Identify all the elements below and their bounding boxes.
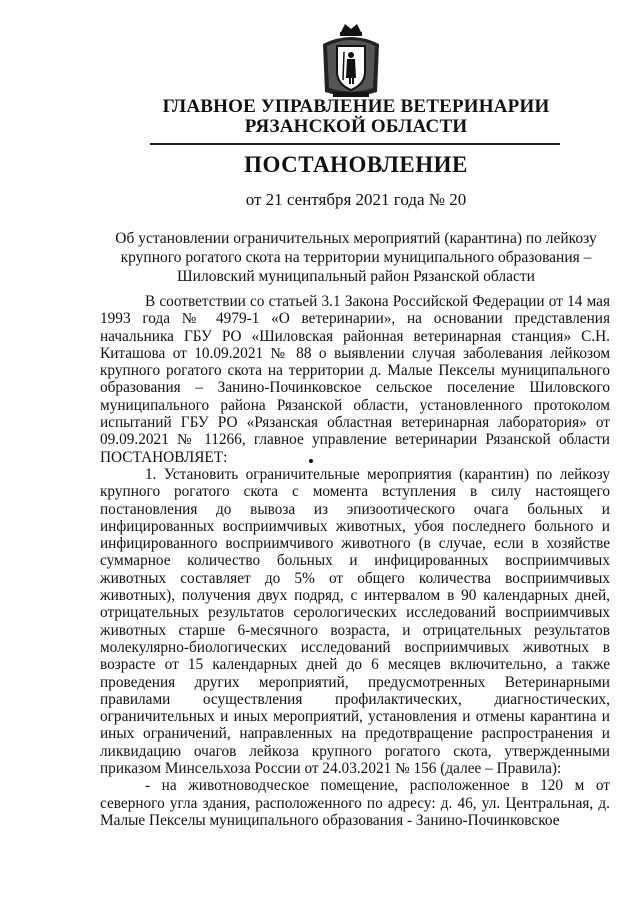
document-subject: Об установлении ограничительных мероприятий (карантина) по лейкозу крупного рогатого скота на территории муниципального образования – Шиловский муниципальный район Рязанской области <box>115 230 597 285</box>
header-divider <box>150 143 560 145</box>
document-title: ПОСТАНОВЛЕНИЕ <box>244 152 468 177</box>
ryazan-coat-of-arms-icon <box>319 22 383 102</box>
scan-speck <box>309 459 313 463</box>
organization-name-line2: РЯЗАНСКОЙ ОБЛАСТИ <box>244 116 468 137</box>
document-body <box>100 293 610 829</box>
preamble-paragraph: В соответствии со статьей 3.1 Закона Российской Федерации от 14 мая 1993 года № 4979-1 «О ветеринарии», на основании представления начальника ГБУ РО «Шиловская районная ветеринарная станция» С.Н. Киташова от 10.09.2021 № 88 о выявлении случая заболевания лейкозом крупного рогатого скота на территории д. Малые Пекселы муниципального образования – Занино-Починковское сельское поселение Шиловского муниципального района Рязанской области, установленного протоколом испытаний ГБУ РО «Рязанская областная ветеринарная лаборатория» от 09.09.2021 № 11266, главное управление ветеринарии Рязанской области ПОСТАНОВЛЯЕТ: <box>100 293 610 466</box>
document-date-number: от 21 сентября 2021 года № 20 <box>245 190 467 209</box>
organization-name-line1: ГЛАВНОЕ УПРАВЛЕНИЕ ВЕТЕРИНАРИИ <box>162 96 550 117</box>
subitem-1-paragraph: - на животноводческое помещение, расположенное в 120 м от северного угла здания, расположенного по адресу: д. 46, ул. Центральная, д. Малые Пекселы муниципального образования - Занино-Починковское <box>100 777 610 829</box>
item-1-paragraph: 1. Установить ограничительные мероприятия (карантин) по лейкозу крупного рогатого скота с момента вступления в силу настоящего постановления до вывоза из эпизоотического очага больных и инфицированных восприимчивых животных, убоя последнего больного и инфицированного восприимчивого животного (в случае, если в хозяйстве суммарное количество больных и инфицированных восприимчивых животных составляет до 5% от общего количества восприимчивых животных), получения двух подряд, с интервалом в 90 календарных дней, отрицательных результатов серологических исследований восприимчивых животных старше 6-месячного возраста, и отрицательных результатов молекулярно-биологических исследований восприимчивых животных в возрасте от 15 календарных дней до 6 месяцев включительно, а также проведения других мероприятий, предусмотренных Ветеринарными правилами осуществления профилактических, диагностических, ограничительных и иных мероприятий, установления и отмены карантина и иных ограничений, направленных на предотвращение распространения и ликвидацию очагов лейкоза крупного рогатого скота, утвержденными приказом Минсельхоза России от 24.03.2021 № 156 (далее – Правила): <box>100 465 610 778</box>
coat-of-arms-emblem <box>319 22 383 102</box>
